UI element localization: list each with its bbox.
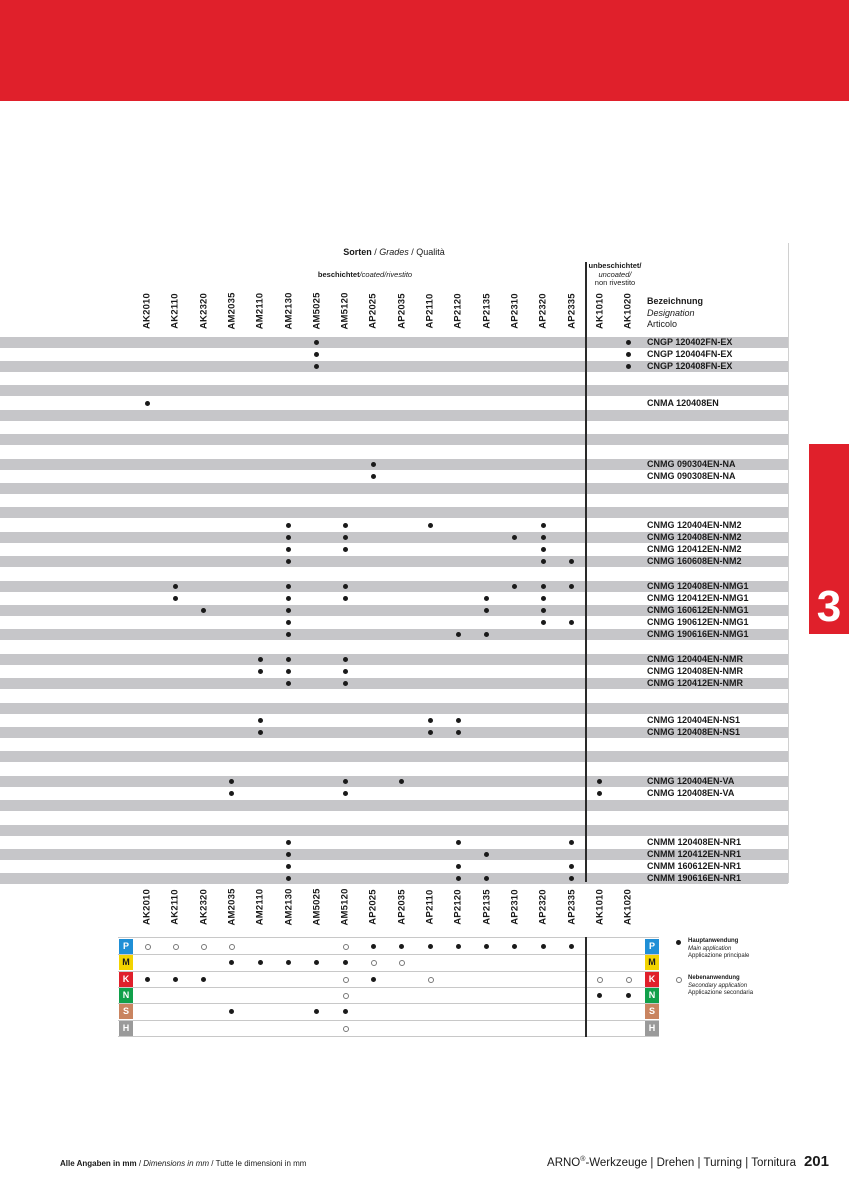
- main-application-dot: [512, 944, 517, 949]
- main-application-dot: [229, 1009, 234, 1014]
- grade-header: [338, 288, 352, 334]
- table-row: [0, 642, 788, 653]
- main-application-dot: [173, 596, 178, 601]
- bez-de: Bezeichnung: [647, 296, 704, 306]
- material-row-line: [118, 971, 659, 972]
- brand: ARNO: [547, 1157, 581, 1169]
- material-badge-left: N: [119, 988, 133, 1003]
- material-top-line: [118, 937, 659, 938]
- designation[interactable]: CNMG 120408EN-NMR: [647, 665, 744, 676]
- secondary-application-circle: [343, 993, 349, 999]
- main-application-dot: [258, 718, 263, 723]
- main-application-dot: [286, 608, 291, 613]
- grade-footer-label: [225, 884, 239, 930]
- main-application-dot: [343, 547, 348, 552]
- sep: /: [371, 247, 380, 257]
- designation[interactable]: CNMG 120412EN-NMR: [647, 678, 744, 689]
- table-row: [0, 690, 788, 701]
- main-application-dot: [371, 474, 376, 479]
- main-application-dot: [541, 559, 546, 564]
- grade-footer-label: [423, 884, 437, 930]
- grade-label: AP2335: [566, 889, 577, 925]
- main-application-dot: [428, 944, 433, 949]
- secondary-application-circle: [399, 960, 405, 966]
- footer-de: Alle Angaben in mm: [60, 1159, 137, 1168]
- main-application-dot: [343, 535, 348, 540]
- main-application-dot: [541, 620, 546, 625]
- grade-footer-label: [451, 884, 465, 930]
- footer-it: Tutte le dimensioni in mm: [215, 1159, 307, 1168]
- table-row: [0, 483, 788, 494]
- main-application-dot: [286, 960, 291, 965]
- designation[interactable]: CNMA 120408EN: [647, 397, 719, 408]
- designation[interactable]: CNMG 120412EN-NMG1: [647, 592, 749, 603]
- grade-label: AP2110: [424, 293, 436, 329]
- sep: /: [136, 1159, 144, 1168]
- grade-header: [508, 288, 522, 334]
- grade-label: AM2035: [226, 888, 238, 926]
- grade-label: AP2120: [452, 293, 464, 329]
- grade-footer-label: [168, 884, 182, 930]
- designation[interactable]: CNMG 090308EN-NA: [647, 470, 736, 481]
- main-application-dot: [343, 584, 348, 589]
- grade-label: AK1020: [622, 888, 634, 926]
- table-row: [0, 739, 788, 750]
- qualita-label: Qualità: [416, 247, 445, 257]
- table-row: [0, 568, 788, 579]
- grade-footer-label: [366, 884, 380, 930]
- main-application-dot: [512, 584, 517, 589]
- main-application-dot: [258, 669, 263, 674]
- grade-label: AK1010: [594, 888, 606, 926]
- grade-header: [536, 288, 550, 334]
- main-application-dot: [229, 960, 234, 965]
- sep: /: [408, 247, 417, 257]
- legend-main-it: Applicazione principale: [688, 953, 750, 959]
- grade-footer-label: [593, 884, 607, 930]
- grade-footer-label: [480, 884, 494, 930]
- registered-mark: ®: [580, 1156, 586, 1164]
- uncoated-en: uncoated/: [598, 269, 632, 279]
- grade-header: [480, 288, 494, 334]
- main-application-dot: [569, 840, 574, 845]
- secondary-application-circle: [343, 944, 349, 950]
- legend-secondary: [688, 975, 753, 998]
- grade-footer-label: [253, 884, 267, 930]
- main-application-dot: [541, 608, 546, 613]
- legend-sec-it: Applicazione secondaria: [688, 990, 754, 996]
- grade-label: AP2135: [481, 889, 493, 925]
- main-application-dot: [456, 864, 461, 869]
- table-row: [0, 800, 788, 811]
- material-badge-right: H: [645, 1021, 659, 1036]
- grade-label: AP2135: [481, 293, 493, 329]
- grade-footer-label: [508, 884, 522, 930]
- coated-de: beschichtet: [317, 270, 360, 279]
- grade-label: AM5120: [339, 292, 351, 330]
- footer-units: [60, 1159, 306, 1168]
- grade-header: [395, 288, 409, 334]
- main-application-dot: [314, 960, 319, 965]
- table-row: [0, 422, 788, 433]
- designation[interactable]: CNMG 120408EN-NM2: [647, 531, 742, 542]
- material-badge-left: H: [119, 1021, 133, 1036]
- material-row-line: [118, 1020, 659, 1021]
- main-application-dot: [456, 840, 461, 845]
- main-application-dot: [314, 1009, 319, 1014]
- uncoated-it: non rivestito: [594, 278, 636, 287]
- grade-header: [423, 288, 437, 334]
- main-application-dot: [286, 840, 291, 845]
- table-row: [0, 385, 788, 396]
- main-application-dot: [343, 779, 348, 784]
- designation[interactable]: CNMG 120404EN-NMR: [647, 653, 744, 664]
- grade-footer-label: [536, 884, 550, 930]
- grade-header: [565, 288, 579, 334]
- page-number: 201: [803, 1153, 829, 1170]
- designation[interactable]: CNMG 120408EN-VA: [647, 787, 735, 798]
- main-application-dot: [258, 960, 263, 965]
- material-row-line: [118, 954, 659, 955]
- main-application-dot: [541, 523, 546, 528]
- main-application-dot: [258, 730, 263, 735]
- secondary-application-circle: [343, 1026, 349, 1032]
- main-application-dot: [569, 944, 574, 949]
- sorten-label: Sorten: [343, 247, 372, 257]
- grades-label: Grades: [379, 247, 409, 257]
- main-application-dot: [484, 608, 489, 613]
- main-application-dot: [286, 535, 291, 540]
- grade-header: [621, 288, 635, 334]
- main-application-dot: [541, 547, 546, 552]
- designation[interactable]: CNMG 120412EN-NM2: [647, 543, 742, 554]
- grade-label: AK1020: [622, 292, 634, 330]
- material-badge-left: P: [119, 939, 133, 954]
- chapter-number: 3: [816, 582, 842, 631]
- grade-label: AP2335: [566, 293, 577, 329]
- coated-heading: [300, 270, 430, 279]
- main-application-dot: [428, 523, 433, 528]
- grade-footer-label: [310, 884, 324, 930]
- main-application-dot: [484, 852, 489, 857]
- designation[interactable]: CNGP 120404FN-EX: [647, 348, 733, 359]
- table-row: [0, 703, 788, 714]
- material-badge-right: M: [645, 955, 659, 970]
- main-application-dot: [343, 669, 348, 674]
- section-path: -Werkzeuge | Drehen | Turning | Tornitura: [585, 1157, 796, 1169]
- designation[interactable]: CNMG 120404EN-NS1: [647, 714, 741, 725]
- grade-label: AP2320: [537, 293, 549, 329]
- designation[interactable]: CNMG 190616EN-NMG1: [647, 629, 749, 640]
- grade-label: AP2110: [424, 889, 436, 925]
- main-application-dot-icon: [676, 940, 681, 945]
- main-application-dot: [371, 977, 376, 982]
- grade-footer-label: [140, 884, 154, 930]
- material-badge-right: P: [645, 939, 659, 954]
- material-badge-right: K: [645, 972, 659, 987]
- legend-sec-en: Secondary application: [688, 982, 748, 989]
- grade-header: [197, 288, 211, 334]
- main-application-dot: [484, 944, 489, 949]
- top-red-band: [0, 0, 849, 101]
- main-application-dot: [626, 340, 631, 345]
- grade-label: AM5025: [311, 888, 323, 926]
- grade-footer-label: [395, 884, 409, 930]
- grade-label: AK2010: [141, 888, 153, 926]
- material-row-line: [118, 1003, 659, 1004]
- table-row: [0, 507, 788, 518]
- grades-heading: [0, 247, 788, 257]
- designation[interactable]: CNMG 120404EN-VA: [647, 775, 735, 786]
- main-application-dot: [399, 944, 404, 949]
- grade-header: [225, 288, 239, 334]
- secondary-application-circle: [229, 944, 235, 950]
- designation[interactable]: CNMG 090304EN-NA: [647, 458, 736, 469]
- table-row: [0, 410, 788, 421]
- main-application-dot: [201, 608, 206, 613]
- main-application-dot: [314, 340, 319, 345]
- legend-sec-de: Nebenanwendung: [688, 975, 740, 981]
- legend-main: [688, 938, 749, 961]
- main-application-dot: [286, 596, 291, 601]
- main-application-dot: [286, 852, 291, 857]
- designation[interactable]: CNMM 190616EN-NR1: [647, 873, 742, 884]
- main-application-dot: [343, 596, 348, 601]
- designation[interactable]: CNGP 120408FN-EX: [647, 360, 733, 371]
- material-badge-left: S: [119, 1004, 133, 1019]
- designation[interactable]: CNMG 160608EN-NM2: [647, 556, 742, 567]
- main-application-dot: [286, 669, 291, 674]
- panel-border: [788, 243, 789, 883]
- main-application-dot: [569, 584, 574, 589]
- grade-footer-label: [282, 884, 296, 930]
- grade-label: AP2310: [509, 889, 521, 925]
- grade-header: [282, 288, 296, 334]
- grade-header: [168, 288, 182, 334]
- designation[interactable]: CNMG 120408EN-NS1: [647, 726, 741, 737]
- main-application-dot: [343, 523, 348, 528]
- main-application-dot: [484, 596, 489, 601]
- grade-header: [451, 288, 465, 334]
- grade-label: AP2035: [396, 889, 408, 925]
- main-application-dot: [371, 944, 376, 949]
- uncoated-de: unbeschichtet/: [588, 261, 642, 270]
- grade-footer-label: [338, 884, 352, 930]
- grade-label: AP2310: [509, 293, 521, 329]
- grade-label: AP2120: [452, 889, 464, 925]
- grade-footer-label: [197, 884, 211, 930]
- main-application-dot: [201, 977, 206, 982]
- grade-label: AK2320: [198, 888, 210, 926]
- main-application-dot: [286, 657, 291, 662]
- main-application-dot: [286, 584, 291, 589]
- grade-label: AM5025: [311, 292, 323, 330]
- main-application-dot: [626, 993, 631, 998]
- secondary-application-circle: [201, 944, 207, 950]
- grade-label: AK2110: [169, 889, 181, 925]
- main-application-dot: [626, 364, 631, 369]
- bez-en: Designation: [647, 307, 695, 318]
- designation[interactable]: CNMM 160612EN-NR1: [647, 861, 742, 872]
- grade-header: [253, 288, 267, 334]
- designation-heading: [647, 296, 703, 331]
- grade-header: [366, 288, 380, 334]
- grade-header: [593, 288, 607, 334]
- material-row-line: [118, 1036, 659, 1037]
- footer-section: [547, 1153, 829, 1170]
- material-divider: [585, 937, 587, 1037]
- main-application-dot: [456, 730, 461, 735]
- main-application-dot: [626, 352, 631, 357]
- material-badge-left: M: [119, 955, 133, 970]
- footer-en: Dimensions in mm: [143, 1159, 210, 1168]
- main-application-dot: [456, 944, 461, 949]
- main-application-dot: [145, 977, 150, 982]
- material-badge-left: K: [119, 972, 133, 987]
- main-application-dot: [258, 657, 263, 662]
- uncoated-heading: [586, 262, 644, 288]
- main-application-dot: [343, 1009, 348, 1014]
- grade-label: AM2130: [283, 888, 294, 926]
- material-row-line: [118, 987, 659, 988]
- grade-label: AP2025: [367, 293, 379, 329]
- secondary-application-circle: [343, 977, 349, 983]
- table-row: [0, 751, 788, 762]
- main-application-dot: [343, 681, 348, 686]
- table-row: [0, 495, 788, 506]
- designation[interactable]: CNMG 120404EN-NM2: [647, 519, 742, 530]
- designation[interactable]: CNMG 160612EN-NMG1: [647, 604, 749, 615]
- main-application-dot: [541, 596, 546, 601]
- grade-header: [140, 288, 154, 334]
- secondary-application-circle: [597, 977, 603, 983]
- material-badge-right: N: [645, 988, 659, 1003]
- grade-label: AK2110: [169, 293, 181, 329]
- main-application-dot: [541, 535, 546, 540]
- secondary-application-circle: [145, 944, 151, 950]
- secondary-application-circle: [626, 977, 632, 983]
- grade-label: AM2110: [254, 292, 266, 330]
- main-application-dot: [541, 584, 546, 589]
- main-application-dot: [428, 718, 433, 723]
- designation[interactable]: CNMM 120412EN-NR1: [647, 848, 742, 859]
- designation[interactable]: CNMM 120408EN-NR1: [647, 836, 742, 847]
- grade-label: AP2320: [537, 889, 549, 925]
- legend-main-de: Hauptanwendung: [688, 938, 739, 944]
- material-badge-right: S: [645, 1004, 659, 1019]
- grade-footer-label: [565, 884, 579, 930]
- bez-it: Articolo: [647, 319, 678, 329]
- main-application-dot: [456, 718, 461, 723]
- grade-label: AK1010: [594, 292, 606, 330]
- legend-main-en: Main application: [688, 945, 732, 952]
- grade-label: AM2035: [226, 292, 238, 330]
- grade-label: AK2010: [141, 292, 153, 330]
- grade-label: AM2130: [283, 292, 294, 330]
- designation[interactable]: CNMG 190612EN-NMG1: [647, 617, 749, 628]
- secondary-application-circle: [428, 977, 434, 983]
- main-application-dot: [399, 779, 404, 784]
- grade-footer-label: [621, 884, 635, 930]
- table-row: [0, 373, 788, 384]
- designation[interactable]: CNMG 120408EN-NMG1: [647, 580, 749, 591]
- grade-label: AM2110: [254, 888, 266, 926]
- secondary-application-circle: [371, 960, 377, 966]
- main-application-dot: [371, 462, 376, 467]
- grade-label: AK2320: [198, 292, 210, 330]
- main-application-dot: [597, 993, 602, 998]
- main-application-dot: [343, 791, 348, 796]
- secondary-application-circle: [173, 944, 179, 950]
- main-application-dot: [286, 547, 291, 552]
- grade-label: AP2025: [367, 889, 379, 925]
- grade-header: [310, 288, 324, 334]
- table-row: [0, 812, 788, 823]
- grade-label: AP2035: [396, 293, 408, 329]
- designation[interactable]: CNGP 120402FN-EX: [647, 336, 733, 347]
- main-application-dot: [173, 584, 178, 589]
- table-row: [0, 764, 788, 775]
- secondary-application-circle-icon: [676, 977, 682, 983]
- main-application-dot: [286, 523, 291, 528]
- table-row: [0, 446, 788, 457]
- uncoated-divider: [585, 262, 587, 882]
- chapter-tab[interactable]: [809, 444, 849, 634]
- main-application-dot: [541, 944, 546, 949]
- table-row: [0, 434, 788, 445]
- main-application-dot: [145, 401, 150, 406]
- table-row: [0, 825, 788, 836]
- sep: /: [209, 1159, 216, 1168]
- main-application-dot: [428, 730, 433, 735]
- main-application-dot: [173, 977, 178, 982]
- coated-rest: /coated/rivestito: [359, 270, 413, 279]
- main-application-dot: [343, 960, 348, 965]
- grade-label: AM5120: [339, 888, 351, 926]
- main-application-dot: [343, 657, 348, 662]
